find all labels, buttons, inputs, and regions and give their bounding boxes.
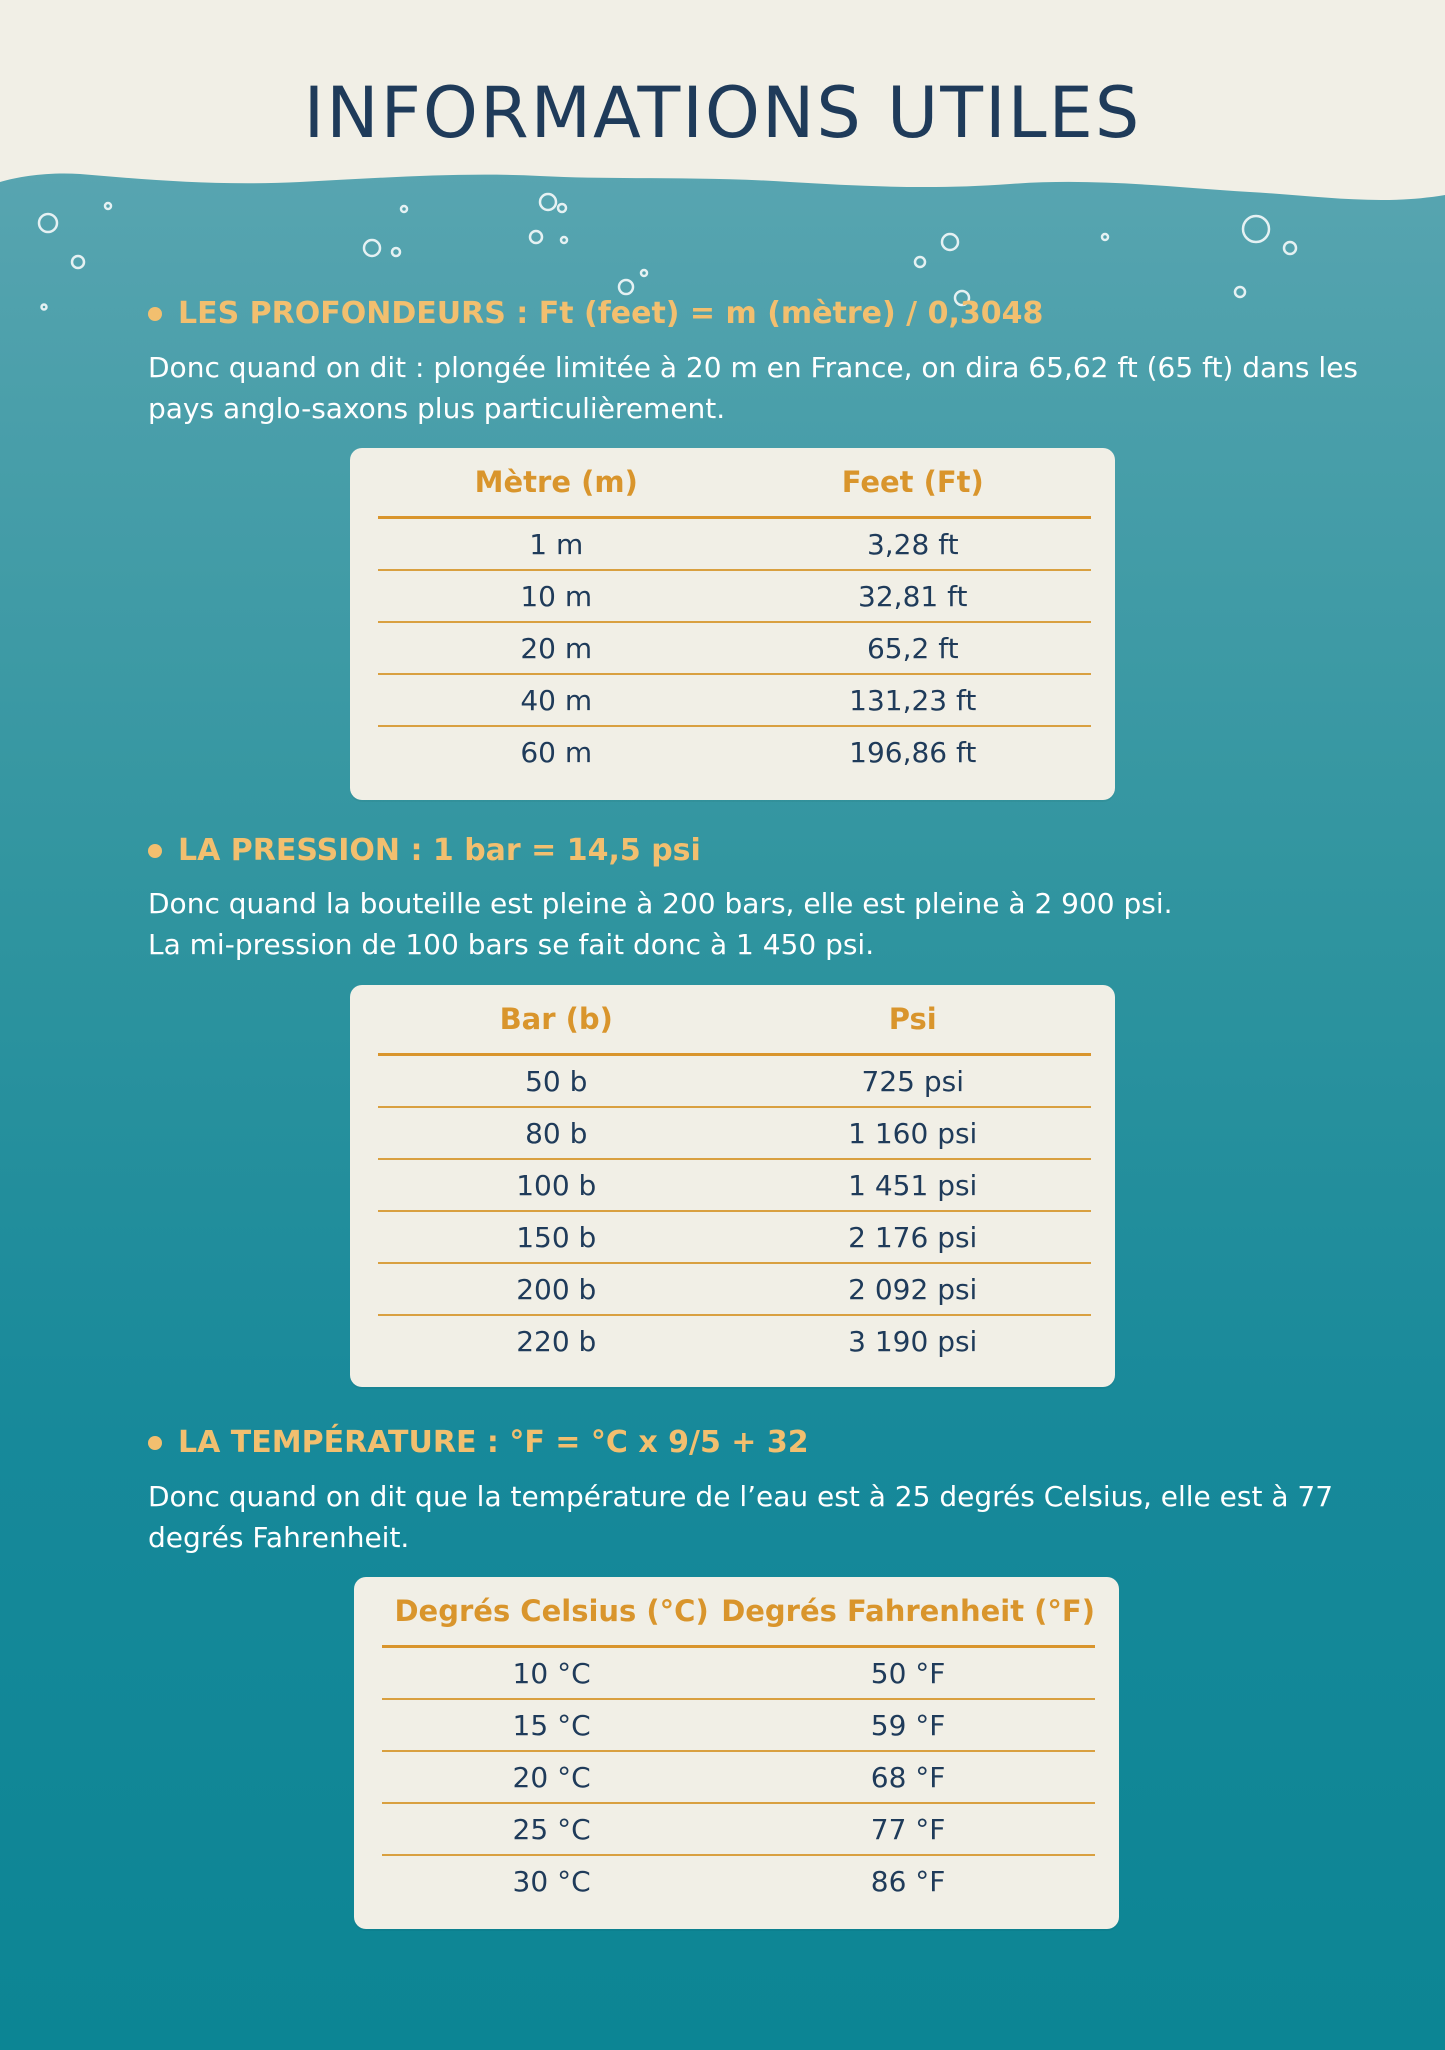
bullet-icon	[148, 1436, 162, 1450]
table-cell: 150 b	[378, 1211, 735, 1263]
section-heading	[148, 833, 701, 868]
table-row	[378, 1211, 1091, 1263]
page-title: INFORMATIONS UTILES	[303, 72, 1142, 154]
table-cell: 100 b	[378, 1159, 735, 1211]
table-cell: 32,81 ft	[735, 570, 1092, 622]
table-cell: 65,2 ft	[735, 622, 1092, 674]
table-row	[378, 674, 1091, 726]
bullet-icon	[148, 844, 162, 858]
table-cell: 30 °C	[512, 1864, 591, 1898]
column-header: Psi	[735, 985, 1092, 1055]
table-cell: 1 451 psi	[735, 1159, 1092, 1211]
column-header: Feet (Ft)	[735, 448, 1092, 518]
table-row	[378, 1107, 1091, 1159]
column-header: Bar (b)	[378, 985, 735, 1055]
table-row	[382, 1751, 1095, 1803]
table-cell: 15 °C	[382, 1699, 721, 1751]
table-row	[382, 1647, 1095, 1700]
table-cell: 40 m	[378, 674, 735, 726]
heading-text: LA TEMPÉRATURE : °F = °C x 9/5 + 32	[178, 1425, 809, 1460]
table-cell: 60 m	[520, 735, 593, 769]
section-paragraph: Donc quand la bouteille est pleine à 200 bars, elle est pleine à 2 900 psi. La mi-pression de 100 bars se fait donc à 1 450 psi.	[148, 887, 1173, 961]
table-row	[378, 1055, 1091, 1108]
table-cell: 131,23 ft	[735, 674, 1092, 726]
table-cell: 25 °C	[382, 1803, 721, 1855]
table-row	[378, 1263, 1091, 1315]
table-cell: 200 b	[378, 1263, 735, 1315]
section-heading	[148, 296, 1043, 331]
section-paragraph: Donc quand on dit : plongée limitée à 20 m en France, on dira 65,62 ft (65 ft) dans les pays anglo-saxons plus particulièrement.	[148, 351, 1359, 425]
table-cell: 68 °F	[721, 1751, 1095, 1803]
column-header: Mètre (m)	[378, 448, 735, 518]
table-cell: 10 m	[378, 570, 735, 622]
pressure-table	[378, 985, 1091, 1366]
table-cell: 1 160 psi	[735, 1107, 1092, 1159]
table-cell: 86 °F	[870, 1864, 946, 1898]
table-cell: 725 psi	[735, 1055, 1092, 1108]
table-row	[378, 518, 1091, 571]
table-row	[382, 1855, 1095, 1906]
table-cell: 196,86 ft	[849, 735, 977, 769]
table-cell: 2 176 psi	[735, 1211, 1092, 1263]
table-cell: 77 °F	[721, 1803, 1095, 1855]
conversion-table-card	[350, 448, 1115, 800]
temperature-table	[382, 1577, 1095, 1906]
table-cell: 1 m	[378, 518, 735, 571]
section-paragraph: Donc quand on dit que la température de l’eau est à 25 degrés Celsius, elle est à 77 degrés Fahrenheit.	[148, 1480, 1334, 1554]
table-row	[378, 1315, 1091, 1366]
table-row	[382, 1699, 1095, 1751]
table-cell: 220 b	[516, 1324, 597, 1358]
column-header: Degrés Celsius (°C)	[382, 1577, 721, 1647]
table-row	[378, 726, 1091, 777]
table-row	[382, 1803, 1095, 1855]
conversion-table-card	[350, 985, 1115, 1387]
table-cell: 20 °C	[382, 1751, 721, 1803]
bullet-icon	[148, 307, 162, 321]
heading-text: LES PROFONDEURS : Ft (feet) = m (mètre) / 0,3048	[178, 296, 1044, 331]
conversion-table-card	[354, 1577, 1119, 1929]
depth-table	[378, 448, 1091, 777]
heading-text: LA PRESSION : 1 bar = 14,5 psi	[178, 833, 701, 868]
table-cell: 20 m	[378, 622, 735, 674]
table-row	[378, 570, 1091, 622]
table-row	[378, 1159, 1091, 1211]
column-header: Degrés Fahrenheit (°F)	[721, 1577, 1095, 1647]
table-cell: 3 190 psi	[848, 1324, 978, 1358]
section-heading	[148, 1425, 809, 1460]
table-cell: 50 b	[378, 1055, 735, 1108]
table-cell: 3,28 ft	[735, 518, 1092, 571]
table-cell: 10 °C	[382, 1647, 721, 1700]
table-cell: 2 092 psi	[735, 1263, 1092, 1315]
table-cell: 80 b	[378, 1107, 735, 1159]
table-cell: 50 °F	[721, 1647, 1095, 1700]
table-row	[378, 622, 1091, 674]
table-cell: 59 °F	[721, 1699, 1095, 1751]
